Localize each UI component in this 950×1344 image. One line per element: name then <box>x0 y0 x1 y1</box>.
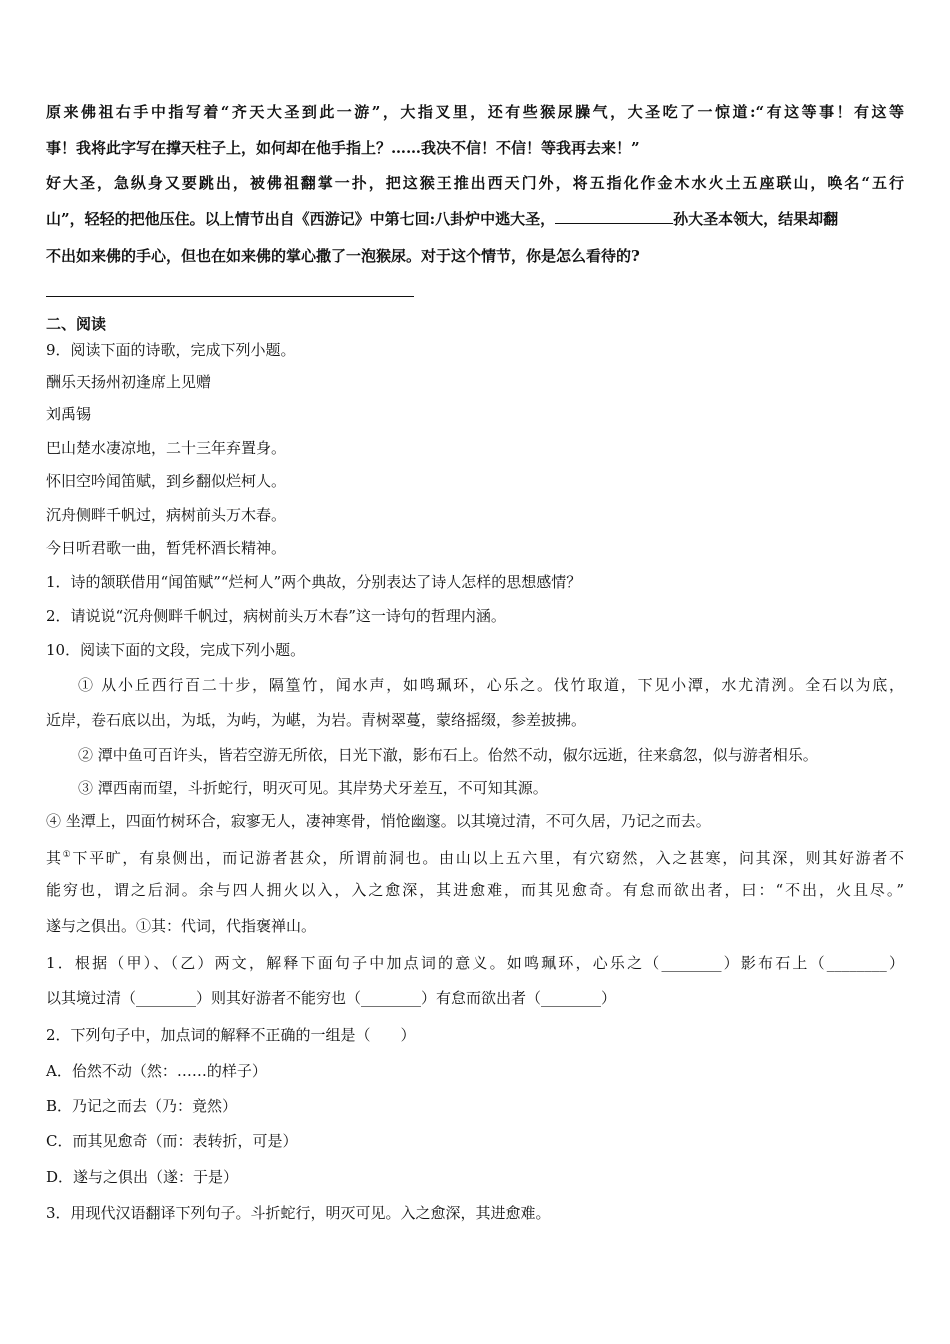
q8-line-4a: 山”，轻轻的把他压住。以上情节出自《西游记》中第七回:八卦炉中逃大圣， <box>46 210 556 228</box>
q9-sub2: 2．请说说“沉舟侧畔千帆过，病树前头万木春”这一诗句的哲理内涵。 <box>46 607 506 625</box>
passage-p3: ③ 潭西南而望，斗折蛇行，明灭可见。其岸势犬牙差互，不可知其源。 <box>78 779 548 797</box>
footnote-mark: ① <box>62 850 73 860</box>
passage-p5b: 能穷也，谓之后洞。余与四人拥火以入，入之愈深，其进愈难，而其见愈奇。有怠而欲出者，曰：“不出，火且尽。” <box>46 881 904 899</box>
passage-p1b: 近岸，卷石底以出，为坻，为屿，为嵁，为岩。青树翠蔓，蒙络摇缀，参差披拂。 <box>46 711 587 729</box>
q10-title: 10．阅读下面的文段，完成下列小题。 <box>46 641 306 659</box>
q9-title: 9．阅读下面的诗歌，完成下列小题。 <box>46 341 296 359</box>
passage-p2: ② 潭中鱼可百许头，皆若空游无所依，日光下澈，影布石上。佁然不动，俶尔远逝，往来翕忽，似与游者相乐。 <box>78 746 818 764</box>
passage-p4: ④ 坐潭上，四面竹树环合，寂寥无人，凄神寒骨，悄怆幽邃。以其境过清，不可久居，乃记之而去。 <box>46 812 711 830</box>
poem-author: 刘禹锡 <box>46 405 92 423</box>
passage-p1a: ① 从小丘西行百二十步，隔篁竹，闻水声，如鸣珮环，心乐之。伐竹取道，下见小潭，水尤清洌。全石以为底， <box>78 676 904 694</box>
passage-p5a <box>46 845 904 868</box>
q8-line-3: 好大圣，急纵身又要跳出，被佛祖翻掌一扑，把这猴王推出西天门外，将五指化作金木水火土五座联山，唤名“五行 <box>46 174 904 192</box>
q10-sub2: 2．下列句子中，加点词的解释不正确的一组是（ ） <box>46 1026 416 1044</box>
answer-blank[interactable] <box>555 209 673 224</box>
q8-line-4 <box>46 209 838 229</box>
q9-sub1: 1．诗的颔联借用“闻笛赋”“烂柯人”两个典故，分别表达了诗人怎样的思想感情？ <box>46 573 582 591</box>
poem-line: 沉舟侧畔千帆过，病树前头万木春。 <box>46 506 287 524</box>
passage-text: 其 <box>46 849 63 867</box>
q10-sub1b: 以其境过清（________）则其好游者不能穷也（________）有怠而欲出者（________） <box>46 989 617 1007</box>
option-a: A．佁然不动（然：……的样子） <box>46 1062 267 1080</box>
q10-sub3: 3．用现代汉语翻译下列句子。斗折蛇行，明灭可见。入之愈深，其进愈难。 <box>46 1204 551 1222</box>
answer-line[interactable] <box>46 296 414 297</box>
option-c: C．而其见愈奇（而：表转折，可是） <box>46 1132 298 1150</box>
poem-line: 巴山楚水凄凉地，二十三年弃置身。 <box>46 439 287 457</box>
poem-title: 酬乐天扬州初逢席上见赠 <box>46 373 212 391</box>
q8-line-4b: 孙大圣本领大，结果却翻 <box>673 210 839 228</box>
option-b: B．乃记之而去（乃：竟然） <box>46 1097 238 1115</box>
option-d: D．遂与之俱出（遂：于是） <box>46 1168 239 1186</box>
q8-line-1: 原来佛祖右手中指写着“齐天大圣到此一游”，大指叉里，还有些猴尿臊气，大圣吃了一惊道:“有这等事！有这等 <box>46 103 904 121</box>
q8-line-2: 事！我将此字写在撑天柱子上，如何却在他手指上？……我决不信！不信！等我再去来！” <box>46 139 640 157</box>
q10-sub1a: 1．根据（甲）、（乙）两文，解释下面句子中加点词的意义。如鸣珮环，心乐之（________）影布石上（________） <box>46 954 904 972</box>
poem-line: 怀旧空吟闻笛赋，到乡翻似烂柯人。 <box>46 472 287 490</box>
poem-line: 今日听君歌一曲，暂凭杯酒长精神。 <box>46 539 287 557</box>
passage-text: 下平旷，有泉侧出，而记游者甚众，所谓前洞也。由山以上五六里，有穴窈然，入之甚寒，问其深，则其好游者不 <box>72 849 904 867</box>
section-heading: 二、阅读 <box>46 315 107 333</box>
passage-p5c: 遂与之俱出。①其：代词，代指褒禅山。 <box>46 917 317 935</box>
q8-line-5: 不出如来佛的手心，但也在如来佛的掌心撒了一泡猴尿。对于这个情节，你是怎么看待的? <box>46 247 640 265</box>
